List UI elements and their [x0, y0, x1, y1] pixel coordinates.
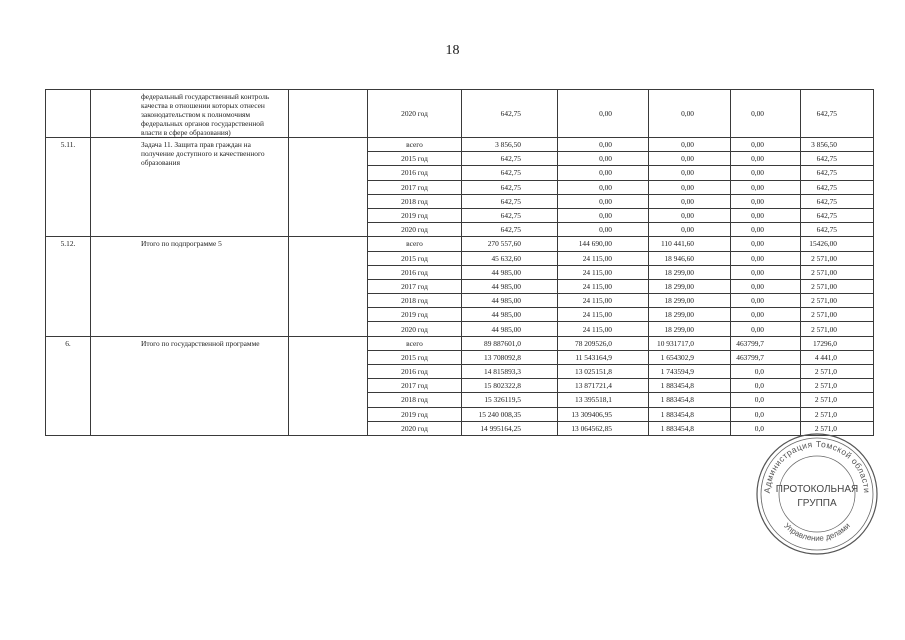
blank-cell [289, 237, 368, 336]
extra-cell: 17296,0 [801, 336, 874, 350]
total-cell: 642,75 [462, 223, 558, 237]
table-body [46, 90, 874, 436]
local-cell: 0,00 [731, 294, 801, 308]
year-cell: всего [368, 336, 462, 350]
extra-cell: 2 571,00 [801, 265, 874, 279]
local-cell: 0,00 [731, 180, 801, 194]
local-cell: 0,00 [731, 152, 801, 166]
extra-cell: 2 571,0 [801, 379, 874, 393]
extra-cell: 2 571,0 [801, 365, 874, 379]
federal-cell: 24 115,00 [558, 265, 649, 279]
extra-cell: 642,75 [801, 223, 874, 237]
total-cell: 3 856,50 [462, 138, 558, 152]
year-cell: 2017 год [368, 379, 462, 393]
local-cell: 0,00 [731, 279, 801, 293]
year-cell: 2016 год [368, 265, 462, 279]
year-cell: 2015 год [368, 350, 462, 364]
table-row [46, 90, 874, 138]
regional-cell: 0,00 [649, 166, 731, 180]
regional-cell: 0,00 [649, 194, 731, 208]
federal-cell: 13 395518,1 [558, 393, 649, 407]
extra-cell: 2 571,00 [801, 322, 874, 336]
extra-cell: 642,75 [801, 166, 874, 180]
regional-cell: 0,00 [649, 180, 731, 194]
federal-cell: 24 115,00 [558, 308, 649, 322]
extra-cell: 2 571,0 [801, 421, 874, 435]
regional-cell: 10 931717,0 [649, 336, 731, 350]
item-number-cell: 6. [46, 336, 91, 435]
federal-cell: 78 209526,0 [558, 336, 649, 350]
federal-cell: 0,00 [558, 208, 649, 222]
total-cell: 89 887601,0 [462, 336, 558, 350]
extra-cell: 642,75 [801, 208, 874, 222]
item-name-cell: Итого по государственной программе [91, 336, 289, 435]
federal-cell: 13 309406,95 [558, 407, 649, 421]
regional-cell: 0,00 [649, 223, 731, 237]
year-cell: 2020 год [368, 90, 462, 138]
year-cell: 2018 год [368, 294, 462, 308]
extra-cell: 2 571,0 [801, 393, 874, 407]
total-cell: 15 802322,8 [462, 379, 558, 393]
federal-cell: 0,00 [558, 194, 649, 208]
federal-cell: 13 871721,4 [558, 379, 649, 393]
federal-cell: 24 115,00 [558, 251, 649, 265]
year-cell: 2019 год [368, 208, 462, 222]
table-row [46, 336, 874, 350]
stamp-line-2: ГРУППА [797, 498, 837, 509]
local-cell: 0,00 [731, 223, 801, 237]
total-cell: 44 985,00 [462, 294, 558, 308]
year-cell: 2016 год [368, 365, 462, 379]
extra-cell: 15426,00 [801, 237, 874, 251]
year-cell: 2020 год [368, 421, 462, 435]
regional-cell: 0,00 [649, 138, 731, 152]
local-cell: 0,00 [731, 322, 801, 336]
regional-cell: 1 883454,8 [649, 421, 731, 435]
year-cell: 2018 год [368, 194, 462, 208]
total-cell: 642,75 [462, 90, 558, 138]
item-name-cell: Итого по подпрограмме 5 [91, 237, 289, 336]
total-cell: 642,75 [462, 152, 558, 166]
federal-cell: 11 543164,9 [558, 350, 649, 364]
regional-cell: 0,00 [649, 152, 731, 166]
extra-cell: 2 571,00 [801, 279, 874, 293]
regional-cell: 18 299,00 [649, 322, 731, 336]
regional-cell: 0,00 [649, 90, 731, 138]
total-cell: 642,75 [462, 194, 558, 208]
blank-cell [289, 336, 368, 435]
year-cell: 2015 год [368, 251, 462, 265]
stamp-outer-text: Администрация Томской области [761, 438, 873, 494]
stamp-bottom-text: Управление делами [782, 521, 852, 543]
federal-cell: 0,00 [558, 166, 649, 180]
regional-cell: 1 743594,9 [649, 365, 731, 379]
total-cell: 44 985,00 [462, 279, 558, 293]
local-cell: 0,0 [731, 365, 801, 379]
total-cell: 44 985,00 [462, 322, 558, 336]
extra-cell: 642,75 [801, 194, 874, 208]
year-cell: 2018 год [368, 393, 462, 407]
budget-table [45, 89, 874, 436]
federal-cell: 144 690,00 [558, 237, 649, 251]
item-number-cell [46, 90, 91, 138]
federal-cell: 24 115,00 [558, 322, 649, 336]
regional-cell: 18 299,00 [649, 265, 731, 279]
blank-cell [289, 138, 368, 237]
local-cell: 0,00 [731, 194, 801, 208]
federal-cell: 0,00 [558, 138, 649, 152]
federal-cell: 24 115,00 [558, 294, 649, 308]
regional-cell: 18 299,00 [649, 294, 731, 308]
table-row [46, 237, 874, 251]
year-cell: 2015 год [368, 152, 462, 166]
page-number: 18 [445, 43, 460, 58]
regional-cell: 1 883454,8 [649, 393, 731, 407]
federal-cell: 0,00 [558, 152, 649, 166]
extra-cell: 2 571,00 [801, 308, 874, 322]
federal-cell: 0,00 [558, 180, 649, 194]
year-cell: 2020 год [368, 223, 462, 237]
regional-cell: 18 299,00 [649, 308, 731, 322]
federal-cell: 13 025151,8 [558, 365, 649, 379]
total-cell: 44 985,00 [462, 308, 558, 322]
total-cell: 13 708092,8 [462, 350, 558, 364]
local-cell: 463799,7 [731, 336, 801, 350]
total-cell: 642,75 [462, 180, 558, 194]
item-number-cell: 5.12. [46, 237, 91, 336]
regional-cell: 1 654302,9 [649, 350, 731, 364]
year-cell: 2017 год [368, 180, 462, 194]
extra-cell: 642,75 [801, 90, 874, 138]
extra-cell: 2 571,0 [801, 407, 874, 421]
regional-cell: 18 946,60 [649, 251, 731, 265]
regional-cell: 18 299,00 [649, 279, 731, 293]
item-name-cell: Задача 11. Защита прав граждан на получение доступного и качественного образования [91, 138, 289, 237]
extra-cell: 2 571,00 [801, 294, 874, 308]
total-cell: 45 632,60 [462, 251, 558, 265]
local-cell: 0,00 [731, 237, 801, 251]
total-cell: 642,75 [462, 166, 558, 180]
regional-cell: 1 883454,8 [649, 379, 731, 393]
blank-cell [289, 90, 368, 138]
local-cell: 0,0 [731, 393, 801, 407]
local-cell: 0,00 [731, 265, 801, 279]
federal-cell: 0,00 [558, 223, 649, 237]
local-cell: 463799,7 [731, 350, 801, 364]
extra-cell: 642,75 [801, 152, 874, 166]
extra-cell: 642,75 [801, 180, 874, 194]
year-cell: 2019 год [368, 308, 462, 322]
federal-cell: 0,00 [558, 90, 649, 138]
regional-cell: 0,00 [649, 208, 731, 222]
official-stamp [755, 432, 879, 556]
local-cell: 0,00 [731, 251, 801, 265]
local-cell: 0,0 [731, 379, 801, 393]
item-number-cell: 5.11. [46, 138, 91, 237]
extra-cell: 2 571,00 [801, 251, 874, 265]
year-cell: всего [368, 138, 462, 152]
year-cell: 2020 год [368, 322, 462, 336]
total-cell: 14 995164,25 [462, 421, 558, 435]
total-cell: 270 557,60 [462, 237, 558, 251]
local-cell: 0,00 [731, 308, 801, 322]
stamp-line-1: ПРОТОКОЛЬНАЯ [775, 484, 859, 495]
local-cell: 0,00 [731, 166, 801, 180]
year-cell: 2019 год [368, 407, 462, 421]
federal-cell: 24 115,00 [558, 279, 649, 293]
local-cell: 0,00 [731, 208, 801, 222]
regional-cell: 110 441,60 [649, 237, 731, 251]
extra-cell: 3 856,50 [801, 138, 874, 152]
table-row [46, 138, 874, 152]
total-cell: 15 326119,5 [462, 393, 558, 407]
local-cell: 0,00 [731, 138, 801, 152]
year-cell: 2016 год [368, 166, 462, 180]
local-cell: 0,0 [731, 421, 801, 435]
regional-cell: 1 883454,8 [649, 407, 731, 421]
federal-cell: 13 064562,85 [558, 421, 649, 435]
local-cell: 0,0 [731, 407, 801, 421]
total-cell: 44 985,00 [462, 265, 558, 279]
year-cell: 2017 год [368, 279, 462, 293]
total-cell: 14 815893,3 [462, 365, 558, 379]
total-cell: 642,75 [462, 208, 558, 222]
total-cell: 15 240 008,35 [462, 407, 558, 421]
year-cell: всего [368, 237, 462, 251]
local-cell: 0,00 [731, 90, 801, 138]
extra-cell: 4 441,0 [801, 350, 874, 364]
item-name-cell: федеральный государственный контроль качества в отношении которых отнесен законодательством к полномочиям федеральных органов государственной власти в сфере образования) [91, 90, 289, 138]
